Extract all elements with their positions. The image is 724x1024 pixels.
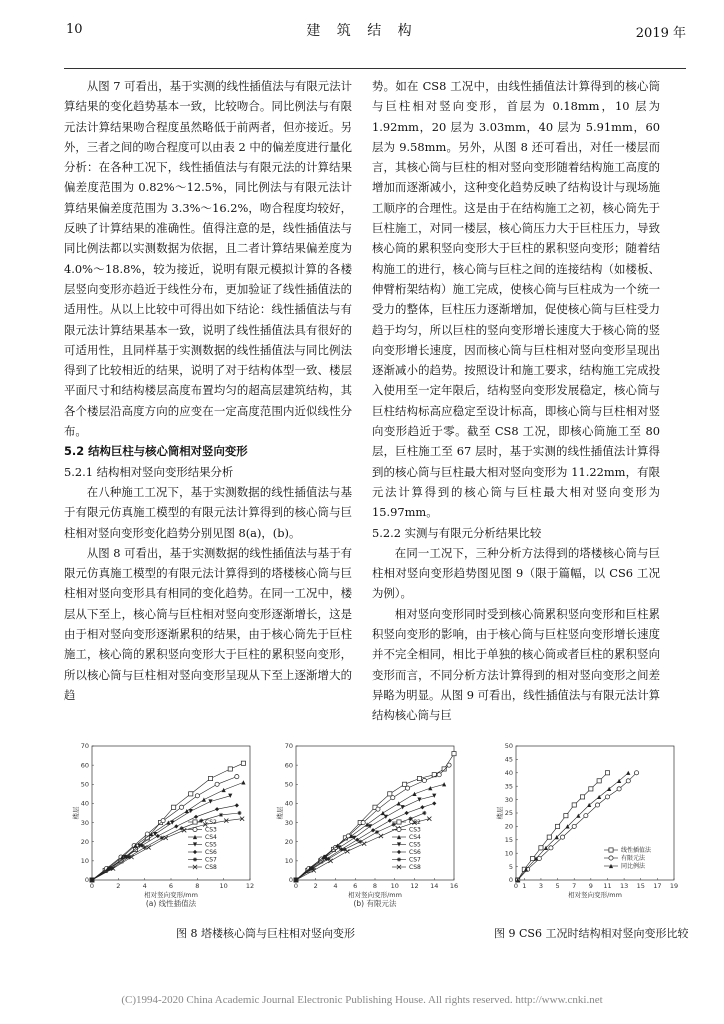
data-point xyxy=(549,846,553,850)
x-tick-label: 12 xyxy=(245,882,255,890)
y-tick-label: 60 xyxy=(284,761,293,770)
y-axis-label: 楼层 xyxy=(496,806,504,820)
y-tick-label: 30 xyxy=(284,818,293,827)
legend-symbol xyxy=(609,848,613,852)
data-point xyxy=(147,845,151,849)
legend-label: 线性插值法 xyxy=(621,847,652,854)
figure-9 xyxy=(494,740,684,924)
legend-symbol xyxy=(193,827,197,831)
data-point xyxy=(361,820,365,824)
figure-8a xyxy=(70,740,260,924)
y-axis-label: 楼层 xyxy=(72,806,80,820)
figure-9-caption: 图 9 CS6 工况时结构相对竖向变形比较 xyxy=(494,927,689,940)
data-point xyxy=(432,801,436,805)
figure-9-plot xyxy=(494,740,684,920)
journal-title: 建 筑 结 构 xyxy=(306,23,418,39)
x-tick-label: 0 xyxy=(89,882,95,890)
paragraph: 在八种施工工况下，基于实测数据的线性插值法与基于有限元仿真施工模型的有限元法计算得到的核心筒与巨柱相对竖向变形变化趋势分别见图 8(a)，(b)。 xyxy=(64,484,352,540)
data-point xyxy=(417,776,421,780)
y-tick-label: 50 xyxy=(504,742,513,751)
legend-label: CS3 xyxy=(205,826,217,834)
data-point xyxy=(428,786,432,790)
x-tick-label: 8 xyxy=(195,882,200,890)
data-point xyxy=(417,798,421,802)
x-tick-label: 2 xyxy=(313,882,318,890)
legend-label: CS8 xyxy=(205,864,217,871)
data-point xyxy=(397,801,401,805)
data-point xyxy=(241,780,245,784)
legend-label: CS4 xyxy=(205,834,217,841)
legend-label: CS7 xyxy=(409,856,421,864)
paragraph: 从图 7 可看出，基于实测的线性插值法与有限元法计算结果的变化趋势基本一致，比较吻合。同比例法与有限元法计算结果吻合程度虽然略低于前两者，但亦接近。另外，三者之间的吻合程度可以由表 2 中的偏差度进行量化分析：在各种工况下，线性插值法与有限元法的计算结果偏差度范围为 0.82%～12.5%，同比例法与有限元法计算结果偏差度范围为 3.3%～16.2%，吻合程度均较好，反映了计算结果的准确性。值得注意的是，线性插值法与同比例法都以实测数据为依据，且二者计算结果偏差度为 4.0%～18.8%，较为接近，说明有限元模拟计算的各楼层竖向变形亦趋近于线性分布，更加验证了线性插值法的适用性。从以上比较中可得出如下结论：线性插值法与有限元法计算结果基本一致，说明了线性插值法具有很好的可适用性，且同样基于实测数据的线性插值法与同比例法得到了比较相近的结果，说明了对于结构体型一致、楼层平面尺寸和结构楼层高度布置均匀的超高层建筑结构，其各个楼层沿高度方向的应变在一定高度范围内近似线性分布。 xyxy=(64,79,352,439)
y-tick-label: 0 xyxy=(508,876,513,885)
data-point xyxy=(589,787,593,791)
legend-marker xyxy=(193,857,197,861)
y-tick-label: 35 xyxy=(504,782,513,791)
data-point xyxy=(222,788,226,792)
right-column xyxy=(372,76,660,726)
x-tick-label: 16 xyxy=(449,882,459,890)
data-point xyxy=(388,792,392,796)
data-point xyxy=(195,794,199,798)
data-point xyxy=(626,771,630,775)
data-point xyxy=(572,803,576,807)
legend-marker xyxy=(397,850,401,854)
x-tick-label: 11 xyxy=(603,882,612,890)
y-tick-label: 15 xyxy=(504,836,513,844)
data-point xyxy=(174,824,178,828)
x-tick-label: 2 xyxy=(116,882,121,890)
legend-marker xyxy=(397,820,401,824)
x-axis-label: 相对竖向变形/mm xyxy=(348,891,402,899)
legend-label: CS6 xyxy=(409,849,421,856)
series-points-CS3 xyxy=(294,763,451,882)
paragraph: 在同一工况下，三种分析方法得到的塔楼核心筒与巨柱相对竖向变形趋势图见图 9（限于篇幅，以 CS6 工况为例）。 xyxy=(372,545,660,601)
x-tick-label: 19 xyxy=(669,882,679,890)
legend-marker xyxy=(609,848,613,852)
data-point xyxy=(405,786,409,790)
y-axis-label: 楼层 xyxy=(276,806,284,820)
header-rule xyxy=(64,68,686,69)
legend-label: CS7 xyxy=(205,856,217,864)
legend-symbol xyxy=(397,820,401,824)
legend-marker xyxy=(609,856,613,860)
data-point xyxy=(617,787,621,791)
data-point xyxy=(420,805,424,809)
legend-symbol xyxy=(397,850,401,854)
paragraph: 势。如在 CS8 工况中，由线性插值法计算得到的核心筒与巨柱相对竖向变形，首层为 0.18mm，10 层为 1.92mm，20 层为 3.03mm，40 层为 5.91mm，60 层为 9.58mm。另外，从图 8 还可看出，对任一楼层而言，其核心筒与巨柱的相对竖向变形随着结构施工高度的增加而逐渐减小，这种变化趋势反映了结构设计与现场施工顺序的合理性。这是由于在结构施工之初，核心筒先于巨柱施工，对同一楼层，核心筒压力大于巨柱压力，导致核心筒的累积竖向变形大于巨柱的累积竖向变形；随着结构施工的进行，核心筒与巨柱之间的连接结构（如楼板、伸臂桁架结构）施工完成，使核心筒与巨柱成为一个统一受力的整体，巨柱压力逐渐增加，促使核心筒与巨柱受力趋于均匀，所以巨柱的竖向变形增长速度大于核心筒的竖向变形增长速度，因而核心筒与巨柱相对竖向变形呈现出逐渐减小的趋势。按照设计和施工要求，结构施工完成投入使用至一定年限后，结构竖向变形发展稳定，核心筒与巨柱结构标高应稳定至设计标高，即核心筒与巨柱相对竖向变形趋近于零。截至 CS8 工况，即核心筒施工至 80 层，巨柱施工至 67 层时，基于实测的线性插值法计算得到的核心筒与巨柱最大相对竖向变形为 11.22mm，有限元法计算得到的核心筒与巨柱最大相对竖向变形为 15.97mm。 xyxy=(372,79,660,520)
x-tick-label: 6 xyxy=(353,882,358,890)
data-point xyxy=(235,803,239,807)
paragraph: 从图 8 可看出，基于实测数据的线性插值法与基于有限元仿真施工模型的有限元法计算得到的塔楼核心筒与巨柱相对竖向变形具有相同的变化趋势。在同一工况中，楼层从下至上，核心筒与巨柱相对竖向变形逐渐增长，这是由于相对竖向变形逐渐累积的结果，由于核心筒先于巨柱施工，核心筒的累积竖向变形大于巨柱的累积竖向变形，所以核心筒与巨柱相对竖向变形呈现从下至上逐渐增大的趋 xyxy=(64,545,352,702)
data-point xyxy=(537,856,541,860)
legend-label: 有限元法 xyxy=(621,855,646,862)
data-point xyxy=(189,792,193,796)
data-point xyxy=(189,809,193,813)
data-point xyxy=(437,773,441,777)
y-tick-label: 0 xyxy=(84,876,89,885)
x-tick-label: 6 xyxy=(168,882,174,890)
y-tick-label: 10 xyxy=(80,857,89,866)
left-column xyxy=(64,76,352,705)
legend-label: CS2 xyxy=(205,819,217,826)
legend-marker xyxy=(193,820,197,824)
y-tick-label: 0 xyxy=(288,876,293,885)
y-tick-label: 60 xyxy=(80,761,89,770)
publication-year: 2019 年 xyxy=(635,26,686,41)
legend-symbol xyxy=(397,827,401,831)
x-tick-label: 4 xyxy=(142,882,147,890)
data-point xyxy=(328,859,332,863)
y-tick-label: 40 xyxy=(80,799,89,808)
data-point xyxy=(241,761,245,765)
y-tick-label: 70 xyxy=(284,742,293,751)
y-tick-label: 45 xyxy=(504,755,513,764)
y-tick-label: 10 xyxy=(504,849,513,858)
y-tick-label: 20 xyxy=(284,837,293,846)
data-point xyxy=(355,838,359,842)
copyright-footer: (C)1994-2020 China Academic Journal Electronic Publishing House. All rights reserved. http://www.cnki.net xyxy=(121,994,603,1006)
paragraph: 相对竖向变形同时受到核心筒累积竖向变形和巨柱累积竖向变形的影响，由于核心筒与巨柱竖向变形增长速度并不完全相同，相比于单独的核心筒或者巨柱的累积竖向变形而言，不同分析方法计算得到的相对竖向变形之间差异略为明显。从图 9 可看出，线性插值法与有限元法计算结构核心筒与巨 xyxy=(372,606,660,723)
data-point xyxy=(442,782,446,786)
x-tick-label: 3 xyxy=(538,882,544,890)
y-tick-label: 50 xyxy=(284,780,293,789)
data-point xyxy=(202,798,206,802)
data-point xyxy=(427,817,431,821)
figure-8-caption: 图 8 塔楼核心筒与巨柱相对竖向变形 xyxy=(176,927,355,940)
y-tick-label: 20 xyxy=(504,822,513,831)
data-point xyxy=(179,805,183,809)
data-point xyxy=(235,775,239,779)
x-tick-label: 10 xyxy=(219,882,228,890)
legend-label: CS2 xyxy=(409,819,421,826)
data-point xyxy=(179,826,183,830)
section-heading: 5.2 结构巨柱与核心筒相对竖向变形 xyxy=(64,444,248,459)
y-tick-label: 25 xyxy=(504,809,513,818)
y-tick-label: 70 xyxy=(80,742,89,751)
x-axis-label: 相对竖向变形/mm xyxy=(144,891,198,899)
data-point xyxy=(595,803,599,807)
data-point xyxy=(626,779,630,783)
data-point xyxy=(237,811,241,815)
figure-8b xyxy=(274,740,464,924)
data-point xyxy=(208,776,212,780)
x-tick-label: 12 xyxy=(410,882,419,890)
x-tick-label: 10 xyxy=(390,882,399,890)
x-tick-label: 7 xyxy=(572,882,577,890)
legend-label: 同比例法 xyxy=(621,863,646,870)
data-point xyxy=(215,807,219,811)
data-point xyxy=(388,819,392,823)
data-point xyxy=(345,849,349,853)
legend-symbol xyxy=(193,820,197,824)
data-point xyxy=(560,835,564,839)
page-number: 10 xyxy=(66,22,83,37)
figure-8b-plot xyxy=(274,740,464,920)
data-point xyxy=(564,814,568,818)
data-point xyxy=(539,846,543,850)
data-point xyxy=(442,767,446,771)
data-point xyxy=(164,836,168,840)
section-heading: 5.2.2 实测与有限元分析结果比较 xyxy=(372,525,542,540)
x-tick-label: 0 xyxy=(513,882,519,890)
legend-marker xyxy=(397,857,401,861)
legend-marker xyxy=(193,850,197,854)
y-tick-label: 30 xyxy=(504,795,513,804)
data-point xyxy=(208,799,212,803)
y-tick-label: 40 xyxy=(504,769,513,777)
page-header xyxy=(38,20,686,44)
data-point xyxy=(182,828,186,832)
data-point xyxy=(194,815,198,819)
data-point xyxy=(572,824,576,828)
legend-label: CS6 xyxy=(205,849,217,856)
subfigure-caption: (b) 有限元法 xyxy=(353,899,397,908)
data-point xyxy=(156,834,160,838)
data-point xyxy=(422,778,426,782)
data-point xyxy=(555,824,559,828)
legend-marker xyxy=(193,827,197,831)
data-point xyxy=(597,779,601,783)
data-point xyxy=(452,752,456,756)
data-point xyxy=(447,763,451,767)
legend-label: CS3 xyxy=(409,826,421,834)
data-point xyxy=(371,828,375,832)
data-point xyxy=(312,868,316,872)
data-point xyxy=(580,795,584,799)
data-point xyxy=(161,819,165,823)
data-point xyxy=(376,807,380,811)
data-point xyxy=(381,811,385,815)
x-tick-label: 15 xyxy=(636,882,645,890)
y-tick-label: 5 xyxy=(508,862,513,871)
legend-symbol xyxy=(609,856,613,860)
x-tick-label: 9 xyxy=(588,882,593,890)
data-point xyxy=(215,782,219,786)
y-tick-label: 50 xyxy=(80,780,89,789)
data-point xyxy=(170,820,174,824)
data-point xyxy=(172,805,176,809)
data-point xyxy=(392,822,396,826)
legend-label: CS8 xyxy=(409,864,421,871)
data-point xyxy=(547,835,551,839)
series-line-CS8 xyxy=(92,819,242,880)
data-point xyxy=(605,771,609,775)
data-point xyxy=(391,796,395,800)
data-point xyxy=(384,815,388,819)
x-tick-label: 0 xyxy=(293,882,299,890)
x-tick-label: 8 xyxy=(372,882,378,890)
data-point xyxy=(605,795,609,799)
legend-symbol xyxy=(397,857,401,861)
data-point xyxy=(422,811,426,815)
data-point xyxy=(634,771,638,775)
data-point xyxy=(412,792,416,796)
data-point xyxy=(219,813,223,817)
data-point xyxy=(531,856,535,860)
legend-label: CS5 xyxy=(205,841,217,849)
x-axis-label: 相对竖向变形/mm xyxy=(568,891,622,899)
x-tick-label: 17 xyxy=(653,882,662,890)
data-point xyxy=(379,834,383,838)
data-point xyxy=(405,811,409,815)
legend-symbol xyxy=(193,857,197,861)
x-tick-label: 1 xyxy=(522,882,527,890)
data-point xyxy=(362,842,366,846)
data-point xyxy=(584,814,588,818)
y-tick-label: 10 xyxy=(284,857,293,866)
x-tick-label: 13 xyxy=(619,882,629,890)
figures-area xyxy=(64,740,686,930)
y-tick-label: 20 xyxy=(80,837,89,846)
x-tick-label: 4 xyxy=(333,882,338,890)
legend-symbol xyxy=(193,850,197,854)
y-tick-label: 30 xyxy=(80,818,89,827)
section-heading: 5.2.1 结构相对竖向变形结果分析 xyxy=(64,464,234,479)
data-point xyxy=(228,767,232,771)
data-point xyxy=(401,805,405,809)
plot-frame xyxy=(92,746,250,880)
data-point xyxy=(403,782,407,786)
series-points-CS7 xyxy=(90,811,242,882)
data-point xyxy=(228,794,232,798)
y-tick-label: 40 xyxy=(284,799,293,808)
figure-8a-plot xyxy=(70,740,260,920)
legend-label: CS5 xyxy=(409,841,421,849)
legend-marker xyxy=(397,827,401,831)
data-point xyxy=(375,830,379,834)
x-tick-label: 5 xyxy=(555,882,560,890)
data-point xyxy=(432,794,436,798)
subfigure-caption: (a) 线性插值法 xyxy=(145,899,197,908)
x-tick-label: 14 xyxy=(430,882,439,890)
data-point xyxy=(145,832,149,836)
legend-label: CS4 xyxy=(409,834,421,841)
